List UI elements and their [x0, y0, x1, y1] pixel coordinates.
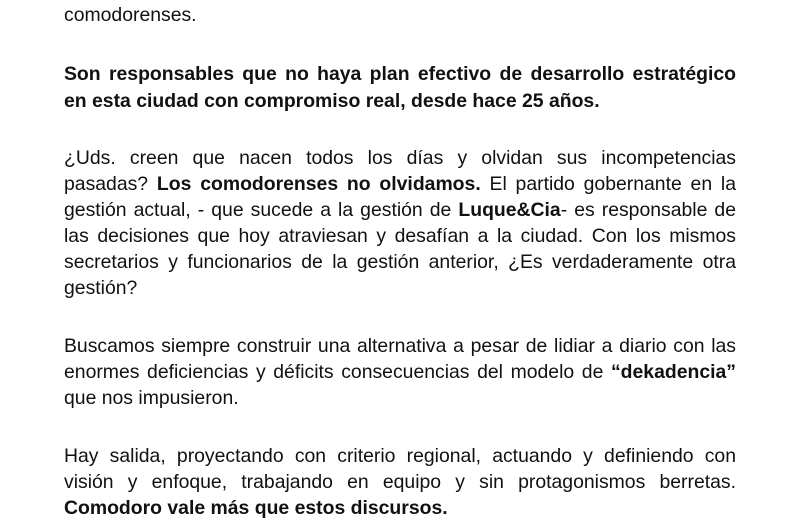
paragraph-3-text-2a: enormes deficiencias y déficits consecuencias del modelo de	[64, 361, 604, 383]
paragraph-2-bold-phrase: Los comodorenses no olvidamos.	[156, 173, 481, 195]
bold-statement-text-2: en esta ciudad con compromiso real, desde hace 25 años.	[64, 90, 600, 112]
paragraph-3-text-3: que nos impusieron.	[64, 387, 239, 409]
paragraph-4-line-3	[64, 497, 736, 519]
paragraph-2-text-3b: - es responsable de	[560, 199, 736, 221]
paragraph-3-line-2	[64, 361, 736, 383]
paragraph-3-text-1: Buscamos siempre construir una alternativa a pesar de lidiar a diario con las	[64, 335, 736, 357]
paragraph-2-line-4	[64, 225, 736, 247]
paragraph-2-text-1: ¿Uds. creen que nacen todos los días y olvidan sus incompetencias	[64, 147, 736, 169]
paragraph-4-line-1	[64, 445, 736, 467]
paragraph-2-line-2	[64, 173, 736, 195]
paragraph-4-bold-closing: Comodoro vale más que estos discursos.	[64, 497, 448, 519]
paragraph-2-line-3	[64, 199, 736, 221]
bold-statement-text-1: Son responsables que no haya plan efectivo de desarrollo estratégico	[64, 63, 736, 85]
paragraph-2-text-2b: El partido gobernante en la	[489, 173, 737, 195]
paragraph-2-text-5: secretarios y funcionarios de la gestión anterior, ¿Es verdaderamente otra	[64, 251, 736, 273]
paragraph-4-line-2	[64, 471, 736, 493]
paragraph-2-text-3a: gestión actual, - que sucede a la gestión de	[64, 199, 452, 221]
bold-statement-line-2	[64, 90, 736, 112]
paragraph-2-bold-name: Luque&Cia	[458, 199, 561, 221]
paragraph-3-bold-word: “dekadencia”	[610, 361, 736, 383]
paragraph-3-line-3	[64, 387, 736, 409]
intro-tail-text: comodorenses.	[64, 4, 197, 26]
paragraph-2-line-6	[64, 277, 736, 299]
paragraph-3-line-1	[64, 335, 736, 357]
paragraph-2-text-4: las decisiones que hoy atraviesan y desafían a la ciudad. Con los mismos	[64, 225, 736, 247]
paragraph-2-line-1	[64, 147, 736, 169]
paragraph-2-line-5	[64, 251, 736, 273]
paragraph-4-text-2: visión y enfoque, trabajando en equipo y sin protagonismos berretas.	[64, 471, 736, 493]
intro-tail-line	[64, 4, 736, 26]
paragraph-2-text-6: gestión?	[64, 277, 138, 299]
bold-statement-line-1	[64, 63, 736, 85]
paragraph-2-text-2a: pasadas?	[64, 173, 149, 195]
paragraph-4-text-1: Hay salida, proyectando con criterio regional, actuando y definiendo con	[64, 445, 736, 467]
